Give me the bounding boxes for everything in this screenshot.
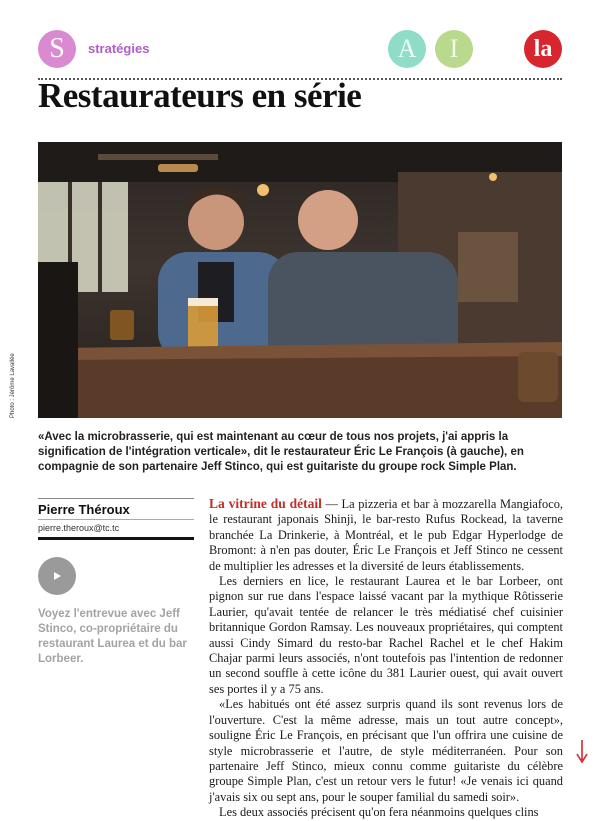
author-rule-mid <box>38 519 194 520</box>
play-button[interactable] <box>38 557 76 595</box>
article-paragraph-2: Les derniers en lice, le restaurant Laurea et le bar Lorbeer, ont pignon sur rue dans l'espace laissé vacant par la mythique Rôtisserie Laurier, qu'avait tentée de relancer le très médiatisé chef cuisinier britannique Gordon Ramsay. Les nouveaux propriétaires, qui comptent aussi Cindy Simard du resto-bar Rachel Rachel et le chef Hakim Chajar parmi leurs associés, n'ont toutefois pas l'intention de redonner un second souffle à cette icône du 381 Laurier ouest, qui avait ouvert ses portes il y a 75 ans. <box>209 574 563 696</box>
section-label[interactable]: stratégies <box>88 41 150 56</box>
badge-i[interactable]: I <box>435 30 473 68</box>
article-paragraph-3: «Les habitués ont été assez surpris quand ils sont revenus lors de l'ouverture. C'est la même adresse, mais un tout autre concept», souligne Éric Le François, en précisant que l'un offrira une cuisine de style microbrasserie et l'autre, de style méditerranéen. Pour son partenaire Jeff Stinco, mieux connu comme guitariste du célèbre groupe Simple Plan, c'est un retour vers le futur! «Je venais ici quand j'avais six ou sept ans, pour le souper familial du samedi soir». <box>209 697 563 804</box>
play-icon <box>52 571 62 581</box>
badge-a[interactable]: A <box>388 30 426 68</box>
photo-illustration <box>38 142 562 418</box>
article-paragraph-1-text: — La pizzeria et bar à mozzarella Mangiafoco, le restaurant japonais Shinji, le bar-resto Rufus Rockead, la taverne branchée La Drinkerie, à Montréal, et le pub Edgar Hyperlodge de Bromont: à n'en pas douter, Éric Le François et Jeff Stinco ne cessent de multiplier les adresses et la diversité de leurs établissements. <box>209 497 564 573</box>
brand-logo: la <box>524 30 562 68</box>
photo-credit: Photo : Jérôme Lavallée <box>10 353 16 418</box>
article-paragraph-4: Les deux associés précisent qu'on fera néanmoins quelques clins <box>219 805 539 820</box>
continue-arrow-icon[interactable] <box>576 740 588 764</box>
author-box <box>38 498 194 540</box>
page-title: Restaurateurs en série <box>38 76 362 115</box>
photo-caption: «Avec la microbrasserie, qui est maintenant au cœur de tous nos projets, j'ai appris la signification de l'intégration verticale», dit le restaurateur Éric Le François (à gauche), en compagnie de son partenaire Jeff Stinco, qui est guitariste du groupe rock Simple Plan. <box>38 431 524 473</box>
author-name: Pierre Théroux <box>38 502 130 517</box>
article-lead: La vitrine du détail <box>209 496 322 511</box>
section-header <box>38 30 562 70</box>
article-paragraph-1 <box>209 496 563 574</box>
video-promo[interactable]: Voyez l'entrevue avec Jeff Stinco, co-propriétaire du restaurant Laurea et du bar Lorbeer. <box>38 608 187 665</box>
hero-photo <box>38 142 562 418</box>
section-badge-s: S <box>38 30 76 68</box>
author-rule-top <box>38 498 194 499</box>
author-email[interactable]: pierre.theroux@tc.tc <box>38 523 120 533</box>
author-rule-bottom <box>38 537 194 540</box>
article-body <box>209 496 563 821</box>
